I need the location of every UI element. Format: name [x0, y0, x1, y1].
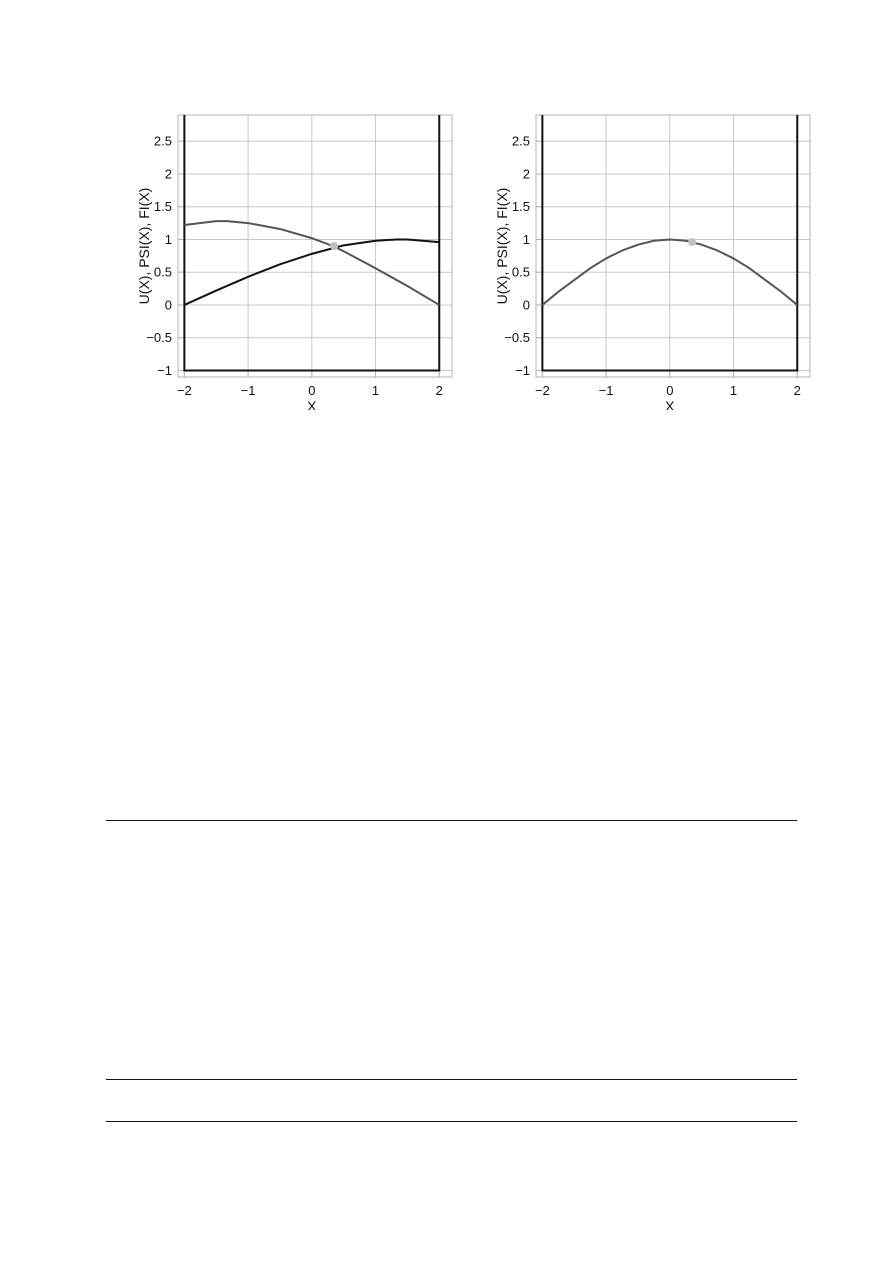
chart2-xtick-label-4: 2: [793, 383, 801, 398]
horizontal-rule-1: [106, 820, 797, 821]
chart2-ytick-label-0: −1: [515, 362, 530, 378]
chart2-ytick-label-3: 0.5: [511, 264, 530, 280]
horizontal-rule-3: [106, 1121, 797, 1122]
chart1-xtick-label-2: 0: [308, 383, 316, 398]
chart2-ytick-label-6: 2: [522, 166, 530, 182]
chart1-marker-point: [330, 242, 338, 250]
chart1-ytick-label-7: 2.5: [153, 133, 172, 149]
chart1-ytick-label-6: 2: [164, 166, 172, 182]
chart-left: [128, 100, 458, 415]
chart2-marker-point: [688, 238, 696, 246]
chart2-xlabel: X: [665, 398, 675, 410]
chart1-ytick-label-4: 1: [164, 231, 172, 247]
chart2-ylabel: U(X), PSI(X), FI(X): [494, 187, 510, 305]
chart1-xlabel: X: [307, 398, 317, 410]
chart2-ytick-label-5: 1.5: [511, 199, 530, 215]
chart2-xtick-label-2: 0: [666, 383, 674, 398]
chart-left-svg: [128, 100, 458, 410]
chart1-xtick-label-3: 1: [371, 383, 380, 398]
chart2-ytick-label-7: 2.5: [511, 133, 530, 149]
chart1-ytick-label-0: −1: [157, 362, 172, 378]
chart1-ytick-label-2: 0: [164, 297, 172, 313]
chart1-ylabel: U(X), PSI(X), FI(X): [136, 187, 152, 305]
chart2-ytick-label-2: 0: [522, 297, 530, 313]
chart2-xtick-label-3: 1: [729, 383, 738, 398]
chart1-ytick-label-1: −0.5: [146, 330, 172, 346]
chart2-ytick-label-4: 1: [522, 231, 530, 247]
chart1-xtick-label-0: −2: [176, 383, 192, 398]
chart1-xtick-label-1: −1: [240, 383, 256, 398]
chart1-xtick-label-4: 2: [435, 383, 443, 398]
chart2-xtick-label-0: −2: [534, 383, 550, 398]
chart-right: [486, 100, 816, 415]
chart1-ytick-label-5: 1.5: [153, 199, 172, 215]
chart1-ytick-label-3: 0.5: [153, 264, 172, 280]
chart2-xtick-label-1: −1: [598, 383, 614, 398]
chart2-ytick-label-1: −0.5: [504, 330, 530, 346]
horizontal-rule-2: [106, 1079, 797, 1080]
chart-right-svg: [486, 100, 816, 410]
